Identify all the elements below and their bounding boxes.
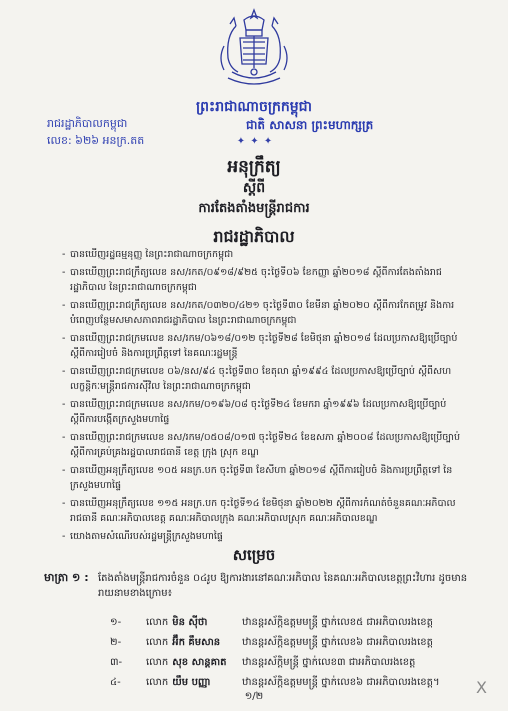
- preamble-item: - បានឃើញព្រះរាជក្រឹត្យលេខ នស/រកត/០៩១៨/៩២៥ ចុះថ្ងៃទី០៦ ខែកញ្ញា ឆ្នាំ២០១៨ ស្តីពីការតែងតាំងរាជរដ្ឋាភិបាល នៃព្រះរាជាណាចក្រកម្ពុជា: [62, 265, 462, 295]
- official-title: លោក: [146, 676, 169, 688]
- official-rank: ឋានន្តរស័ក្តិឧត្តមមន្ត្រី ថ្នាក់លេខ៦ ជាអភិបាលរងខេត្ត។: [242, 676, 440, 688]
- official-name-cell: [146, 675, 242, 690]
- article-text: តែងតាំងមន្ត្រីរាជការចំនួន ០៤រូប ឱ្យការងារនៅគណៈអភិបាល នៃគណៈអភិបាលខេត្តព្រះវិហារ ដូចមានរាយនាមខាងក្រោម៖: [98, 573, 468, 599]
- official-rank: ឋានន្តរស័ក្តិឧត្តមមន្ត្រី ថ្នាក់លេខ៥ ជាអភិបាលរងខេត្ត: [242, 616, 433, 628]
- official-number: ១-: [110, 616, 122, 628]
- preamble-item: - បានឃើញព្រះរាជក្រមលេខ នស/រកម/០៥០៨/០១៧ ចុះថ្ងៃទី២៤ ខែឧសភា ឆ្នាំ២០០៨ ដែលប្រកាសឱ្យប្រើច្បាប់ ស្តីពីការគ្រប់គ្រងរដ្ឋបាលរាជធានី ខេត្ត ក្រុង ស្រុក ខណ្ឌ: [62, 430, 462, 460]
- official-name-cell: [146, 615, 242, 630]
- reference-number: លេខ: ៦២៦ អនក្រ.តត: [47, 134, 145, 147]
- official-name: យឹម បញ្ញា: [172, 676, 211, 688]
- preamble-item: - យោងតាមសំណើរបស់រដ្ឋមន្ត្រីក្រសួងមហាផ្ទៃ: [62, 529, 462, 544]
- corner-mark: X: [476, 678, 487, 697]
- official-name: មិន ស៊ីថា: [172, 616, 208, 628]
- official-title: លោក: [146, 636, 169, 648]
- kingdom-heading: ព្រះរាជាណាចក្រកម្ពុជា: [195, 99, 312, 115]
- official-name-cell: [146, 655, 242, 670]
- document-subject: ការតែងតាំងមន្ត្រីរាជការ: [198, 201, 310, 216]
- official-name: អ៊ឹក គឹមសាន: [172, 636, 221, 648]
- page-number: ១/២: [244, 691, 264, 702]
- article-label: មាត្រា ១ :: [44, 571, 89, 584]
- preamble-item: - បានឃើញអនុក្រឹត្យលេខ ១១៥ អនក្រ.បក ចុះថ្ងៃទី១៤ ខែមិថុនា ឆ្នាំ២០២២ ស្តីពីការកំណត់ចំនួនគណៈអភិបាលរាជធានី គណៈអភិបាលខេត្ត គណៈអភិបាលក្រុង គណៈអភិបាលស្រុក គណៈអភិបាលខណ្ឌ: [62, 496, 462, 526]
- official-number: ៣-: [110, 656, 123, 668]
- preamble-item: - បានឃើញព្រះរាជក្រមលេខ ០៦/នស/៩៤ ចុះថ្ងៃទី៣០ ខែតុលា ឆ្នាំ១៩៩៤ ដែលប្រកាសឱ្យប្រើច្បាប់ ស្តីពីសហលក្ខន្តិកៈមន្ត្រីរាជការស៊ីវិល នៃព្រះរាជាណាចក្រកម្ពុជា: [62, 364, 462, 394]
- officials-list: [110, 612, 470, 692]
- official-rank: ឋានន្តរស័ក្តិមន្ត្រី ថ្នាក់លេខ៣ ជាអភិបាលរងខេត្ត: [242, 656, 416, 668]
- preamble-list: [62, 247, 462, 547]
- preamble-item: - បានឃើញអនុក្រឹត្យលេខ ១០៥ អនក្រ.បក ចុះថ្ងៃទី៣ ខែសីហា ឆ្នាំ២០១៨ ស្តីពីការរៀបចំ និងការប្រព្រឹត្តទៅ នៃក្រសួងមហាផ្ទៃ: [62, 463, 462, 493]
- preamble-item: - បានឃើញព្រះរាជក្រមលេខ នស/រកម/០១៩៦/០៨ ចុះថ្ងៃទី២៤ ខែមករា ឆ្នាំ១៩៩៦ ដែលប្រកាសឱ្យប្រើច្បាប់ ស្តីពីការបង្កើតក្រសួងមហាផ្ទៃ: [62, 397, 462, 427]
- official-rank: ឋានន្តរស័ក្តិឧត្តមមន្ត្រី ថ្នាក់លេខ៦ ជាអភិបាលរងខេត្ត: [242, 636, 433, 648]
- document-about: ស្តីពី: [242, 180, 266, 196]
- official-row: [110, 652, 470, 672]
- official-title: លោក: [146, 656, 169, 668]
- official-row: [110, 632, 470, 652]
- issuer-name: រាជរដ្ឋាភិបាលកម្ពុជា: [47, 117, 128, 130]
- official-row: [110, 612, 470, 632]
- national-motto: ជាតិ សាសនា ព្រះមហាក្សត្រ: [246, 118, 374, 132]
- official-title: លោក: [146, 616, 169, 628]
- official-number: ៤-: [110, 676, 121, 688]
- preamble-item: - បានឃើញព្រះរាជក្រមលេខ នស/រកម/០៦១៨/០១២ ចុះថ្ងៃទី២៨ ខែមិថុនា ឆ្នាំ២០១៨ ដែលប្រកាសឱ្យប្រើច្បាប់ស្តីពីការរៀបចំ និងការប្រព្រឹត្តទៅ នៃគណៈរដ្ឋមន្ត្រី: [62, 331, 462, 361]
- government-heading: រាជរដ្ឋាភិបាល: [213, 227, 295, 246]
- document-type: អនុក្រឹត្យ: [227, 157, 281, 177]
- official-number: ២-: [110, 636, 122, 648]
- preamble-item: - បានឃើញរដ្ឋធម្មនុញ្ញ នៃព្រះរាជាណាចក្រកម្ពុជា: [62, 247, 462, 262]
- preamble-item: - បានឃើញព្រះរាជក្រឹត្យលេខ នស/រកត/០៣២០/៤២១ ចុះថ្ងៃទី៣០ ខែមីនា ឆ្នាំ២០២០ ស្តីពីការកែតម្រូវ និងការបំពេញបន្ថែមសមាសភាពរាជរដ្ឋាភិបាល នៃព្រះរាជាណាចក្រកម្ពុជា: [62, 298, 462, 328]
- official-name: សុខ សាន្តគាត: [172, 656, 227, 668]
- decision-heading: សម្រេច: [232, 546, 276, 564]
- royal-coat-of-arms-emblem: [210, 6, 298, 88]
- official-name-cell: [146, 635, 242, 650]
- ornament-divider: ✦ ✦ ✦: [236, 136, 274, 147]
